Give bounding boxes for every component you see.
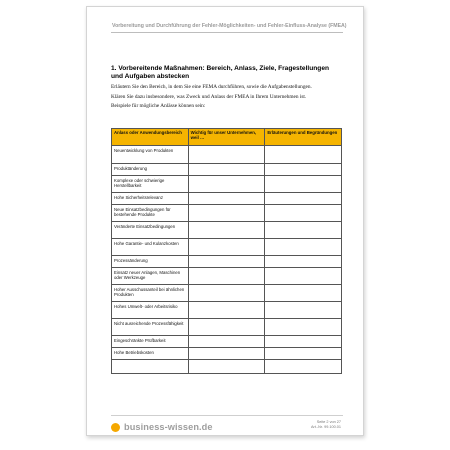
table-row: [112, 222, 342, 239]
table-cell-input[interactable]: [188, 222, 265, 239]
table-row: [112, 256, 342, 268]
table-cell-occasion: Hohe Garantie- und Kulanzkosten: [112, 239, 189, 256]
table-cell-input[interactable]: [188, 146, 265, 164]
table-cell-input[interactable]: [265, 205, 342, 222]
section-title: 1. Vorbereitende Maßnahmen: Bereich, Anlass, Ziele, Fragestellungen und Aufgaben abstecken: [111, 65, 330, 81]
table-cell-input[interactable]: [188, 164, 265, 176]
table-cell-input[interactable]: [188, 176, 265, 193]
table-cell-input[interactable]: [265, 222, 342, 239]
table-cell-occasion: Hoher Ausschussanteil bei ähnlichen Produkten: [112, 285, 189, 302]
table-cell-occasion: Produktänderung: [112, 164, 189, 176]
table-row: [112, 268, 342, 285]
table-row: [112, 348, 342, 360]
page-header: Vorbereitung und Durchführung der Fehler-Möglichkeiten- und Fehler-Einfluss-Analyse (FMEA): [112, 23, 347, 29]
table-cell-occasion: Prozessänderung: [112, 256, 189, 268]
table-cell-input[interactable]: [188, 336, 265, 348]
document-page: [86, 6, 364, 436]
table-cell-input[interactable]: [265, 146, 342, 164]
table-cell-input[interactable]: [188, 193, 265, 205]
table-row: [112, 360, 342, 374]
table-cell-occasion: Hohe Betriebskosten: [112, 348, 189, 360]
table-row: [112, 336, 342, 348]
page-number: Seite 2 von 27: [316, 420, 341, 424]
table-cell-input[interactable]: [188, 285, 265, 302]
table-cell-input[interactable]: [265, 319, 342, 336]
fmea-table: [111, 128, 342, 374]
logo-dot-icon: [111, 423, 120, 432]
table-cell-input[interactable]: [265, 268, 342, 285]
table-cell-input[interactable]: [188, 205, 265, 222]
table-row: [112, 239, 342, 256]
table-cell-occasion: Neuentwicklung von Produkten: [112, 146, 189, 164]
column-header: Wichtig für unser Unternehmen, weil …: [188, 129, 265, 146]
logo-text: business-wissen.de: [124, 422, 213, 432]
table-cell-input[interactable]: [188, 268, 265, 285]
table-cell-input[interactable]: [265, 285, 342, 302]
table-cell-input[interactable]: [188, 360, 265, 374]
table-row: [112, 164, 342, 176]
table-cell-occasion: Einsatz neuer Anlagen, Maschinen oder Werkzeuge: [112, 268, 189, 285]
table-row: [112, 302, 342, 319]
column-header: Anlass oder Anwendungsbereich: [112, 129, 189, 146]
table-cell-occasion: Nicht ausreichende Prozessfähigkeit: [112, 319, 189, 336]
table-cell-input[interactable]: [265, 176, 342, 193]
table-cell-input[interactable]: [265, 164, 342, 176]
table-cell-input[interactable]: [265, 348, 342, 360]
table-cell-input[interactable]: [265, 239, 342, 256]
table-cell-input[interactable]: [188, 319, 265, 336]
table-cell-input[interactable]: [265, 302, 342, 319]
brand-logo: [111, 422, 213, 432]
page-info: [311, 420, 341, 430]
table-cell-occasion: Veränderte Einsatzbedingungen: [112, 222, 189, 239]
table-cell-input[interactable]: [188, 348, 265, 360]
table-cell-occasion: Eingeschränkte Prüfbarkeit: [112, 336, 189, 348]
table-cell-occasion: [112, 360, 189, 374]
table-cell-input[interactable]: [188, 302, 265, 319]
table-row: [112, 319, 342, 336]
table-row: [112, 176, 342, 193]
table-cell-occasion: Neue Einsatzbedingungen für bestehende Produkte: [112, 205, 189, 222]
table-row: [112, 205, 342, 222]
table-cell-input[interactable]: [265, 193, 342, 205]
table-cell-input[interactable]: [265, 360, 342, 374]
table-cell-occasion: Komplexe oder schwierige Herstellbarkeit: [112, 176, 189, 193]
table-row: [112, 193, 342, 205]
table-cell-input[interactable]: [188, 239, 265, 256]
table-row: [112, 285, 342, 302]
intro-paragraph: Erläutern Sie den Bereich, in dem Sie eine FEMA durchführen, sowie die Aufgabenstellungen. Klären Sie dazu insbesondere, was Zweck und Anlass der FMEA in Ihrem Unternehmen ist. Beispiele für mögliche Anlässe können sein:: [111, 84, 312, 110]
table-cell-occasion: Hohe Sicherheitsrelevanz: [112, 193, 189, 205]
header-divider: [111, 32, 343, 33]
column-header: Erläuterungen und Begründungen: [265, 129, 342, 146]
table-row: [112, 146, 342, 164]
footer-divider: [111, 415, 343, 416]
table-cell-occasion: Hohes Umwelt- oder Arbeitsrisiko: [112, 302, 189, 319]
table-cell-input[interactable]: [188, 256, 265, 268]
table-cell-input[interactable]: [265, 336, 342, 348]
article-number: Art.-Nr. 99.100.01: [311, 425, 341, 429]
table-header-row: [112, 129, 342, 146]
table-cell-input[interactable]: [265, 256, 342, 268]
